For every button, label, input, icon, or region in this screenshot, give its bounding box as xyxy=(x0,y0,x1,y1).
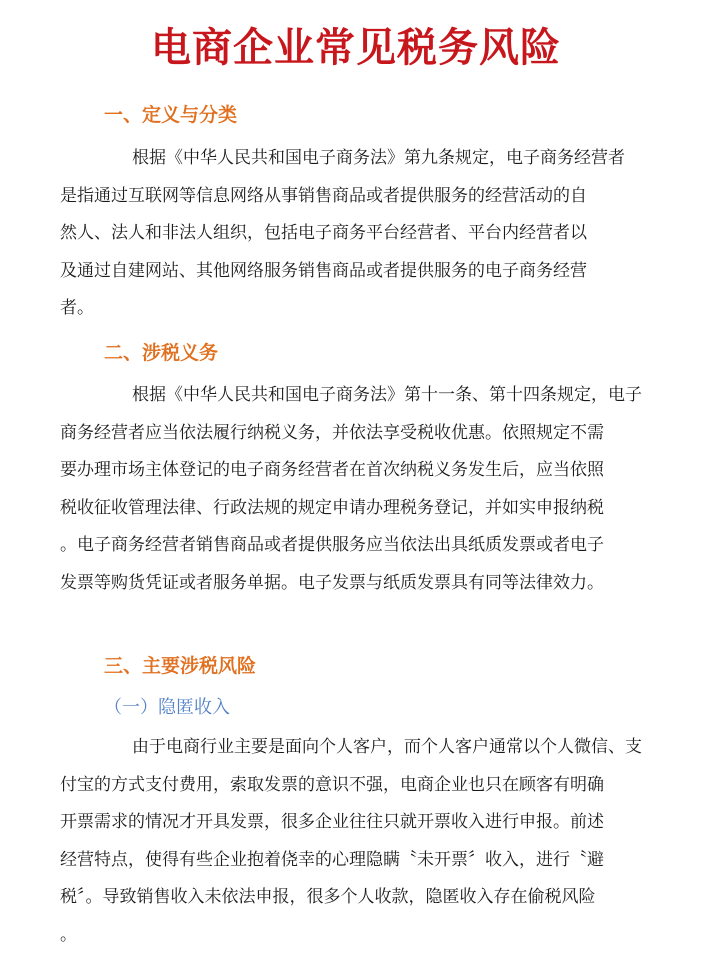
paragraph-line: 由于电商行业主要是面向个人客户，而个人客户通常以个人微信、支 xyxy=(60,729,656,767)
paragraph-line: 然人、法人和非法人组织，包括电子商务平台经营者、平台内经营者以 xyxy=(60,215,656,253)
paragraph-line: 税〞。导致销售收入未依法申报，很多个人收款，隐匿收入存在偷税风险 xyxy=(60,879,656,917)
section-paragraph-definition xyxy=(60,140,656,328)
paragraph-line: 发票等购货凭证或者服务单据。电子发票与纸质发票具有同等法律效力。 xyxy=(60,565,656,603)
paragraph-line: 付宝的方式支付费用，索取发票的意识不强，电商企业也只在顾客有明确 xyxy=(60,767,656,805)
paragraph-line: 要办理市场主体登记的电子商务经营者在首次纳税义务发生后，应当依照 xyxy=(60,452,656,490)
section-heading-definition: 一、定义与分类 xyxy=(104,102,237,128)
paragraph-line: 根据《中华人民共和国电子商务法》第十一条、第十四条规定，电子 xyxy=(60,377,656,415)
section-heading-tax-obligation: 二、涉税义务 xyxy=(104,340,218,366)
section-paragraph-tax-obligation xyxy=(60,377,656,602)
subsection-heading-hidden-income: （一）隐匿收入 xyxy=(104,695,230,721)
paragraph-line: 是指通过互联网等信息网络从事销售商品或者提供服务的经营活动的自 xyxy=(60,178,656,216)
paragraph-line: 税收征收管理法律、行政法规的规定申请办理税务登记，并如实申报纳税 xyxy=(60,490,656,528)
paragraph-line: 及通过自建网站、其他网络服务销售商品或者提供服务的电子商务经营 xyxy=(60,253,656,291)
paragraph-line: 经营特点，使得有些企业抱着侥幸的心理隐瞒〝未开票〞收入，进行〝避 xyxy=(60,842,656,880)
paragraph-line: 商务经营者应当依法履行纳税义务，并依法享受税收优惠。依照规定不需 xyxy=(60,415,656,453)
document-title: 电商企业常见税务风险 xyxy=(0,22,712,74)
paragraph-line: 者。 xyxy=(60,290,656,328)
section-heading-main-risks: 三、主要涉税风险 xyxy=(104,653,256,679)
paragraph-line: 根据《中华人民共和国电子商务法》第九条规定，电子商务经营者 xyxy=(60,140,656,178)
paragraph-line: 开票需求的情况才开具发票，很多企业往往只就开票收入进行申报。前述 xyxy=(60,804,656,842)
paragraph-line: 。电子商务经营者销售商品或者提供服务应当依法出具纸质发票或者电子 xyxy=(60,527,656,565)
paragraph-line: 。 xyxy=(60,917,656,954)
section-paragraph-hidden-income xyxy=(60,729,656,954)
